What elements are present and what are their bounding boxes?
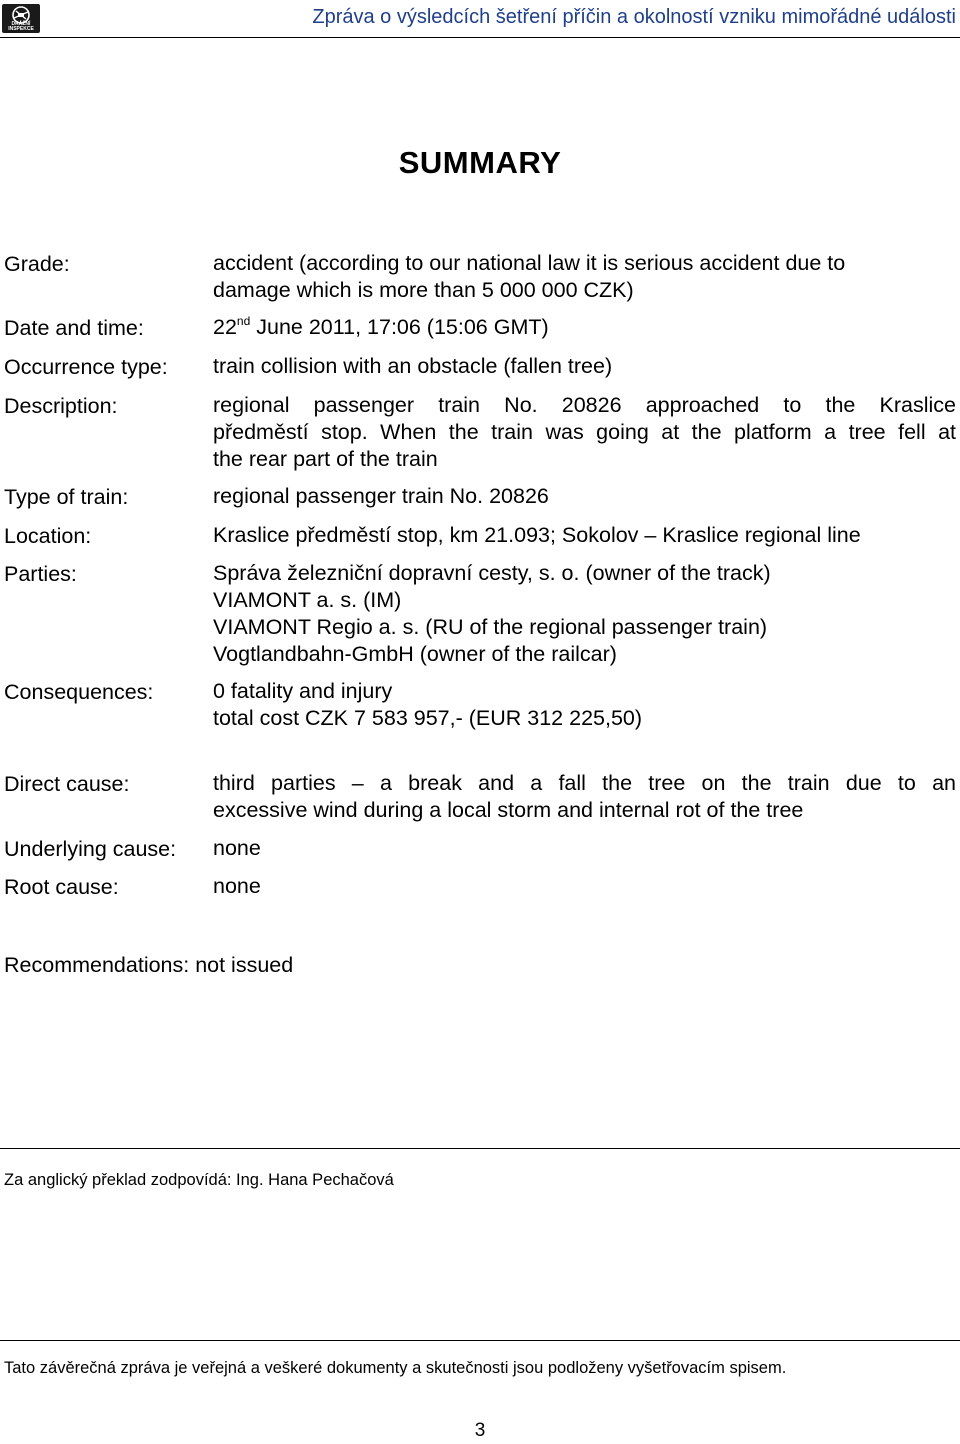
date-value — [213, 314, 956, 341]
direct-cause-line-2: excessive wind during a local storm and internal rot of the tree — [213, 798, 804, 822]
train-type-value — [213, 483, 956, 510]
date-rest: June 2011, 17:06 (15:06 GMT) — [250, 315, 549, 339]
train-type-text: regional passenger train No. 20826 — [213, 484, 549, 508]
date-suffix: nd — [236, 314, 251, 328]
parties-value — [213, 560, 956, 668]
consequence-2: total cost CZK 7 583 957,- (EUR 312 225,50) — [213, 706, 643, 730]
root-cause-text: none — [213, 874, 261, 898]
occurrence-value — [213, 353, 956, 380]
page-number: 3 — [474, 1420, 486, 1441]
location-text: Kraslice předměstí stop, km 21.093; Sokolov – Kraslice regional line — [213, 523, 861, 547]
party-3: VIAMONT Regio a. s. (RU of the regional passenger train) — [213, 615, 768, 639]
grade-line-1: accident (according to our national law it is serious accident due to — [213, 251, 846, 275]
root-cause-value — [213, 873, 956, 900]
underlying-cause-text: none — [213, 836, 261, 860]
underlying-cause-label: Underlying cause: — [4, 837, 177, 861]
description-line-3: the rear part of the train — [213, 447, 438, 471]
grade-value — [213, 250, 956, 304]
consequences-value — [213, 678, 956, 732]
party-1: Správa železniční dopravní cesty, s. o. (owner of the track) — [213, 561, 771, 585]
occurrence-text: train collision with an obstacle (fallen tree) — [213, 354, 613, 378]
date-label: Date and time: — [4, 316, 144, 340]
occurrence-label: Occurrence type: — [4, 355, 168, 379]
underlying-cause-value — [213, 835, 956, 862]
root-cause-label: Root cause: — [4, 875, 119, 899]
header-divider — [0, 37, 960, 38]
summary-title: SUMMARY — [398, 145, 562, 180]
direct-cause-value — [213, 770, 956, 824]
train-type-label: Type of train: — [4, 485, 129, 509]
recommendations: Recommendations: not issued — [4, 953, 294, 977]
direct-cause-line-1: third parties – a break and a fall the tree on the train due to an — [213, 771, 956, 795]
direct-cause-label: Direct cause: — [4, 772, 130, 796]
public-note-divider — [0, 1340, 960, 1341]
grade-line-2: damage which is more than 5 000 000 CZK) — [213, 278, 634, 302]
location-label: Location: — [4, 524, 92, 548]
header-title: Zpráva o výsledcích šetření příčin a okolností vzniku mimořádné události — [312, 6, 956, 28]
parties-label: Parties: — [4, 562, 77, 586]
public-note: Tato závěrečná zpráva je veřejná a veškeré dokumenty a skutečnosti jsou podloženy vyšetřovacím spisem. — [4, 1359, 787, 1377]
grade-label: Grade: — [4, 252, 70, 276]
inspection-logo — [2, 4, 40, 33]
translation-note: Za anglický překlad zodpovídá: Ing. Hana Pechačová — [4, 1171, 394, 1189]
translation-divider — [0, 1148, 960, 1149]
party-2: VIAMONT a. s. (IM) — [213, 588, 402, 612]
date-day: 22 — [213, 315, 237, 339]
location-value — [213, 522, 956, 549]
description-label: Description: — [4, 394, 118, 418]
party-4: Vogtlandbahn-GmbH (owner of the railcar) — [213, 642, 617, 666]
consequences-label: Consequences: — [4, 680, 154, 704]
consequence-1: 0 fatality and injury — [213, 679, 393, 703]
description-line-1: regional passenger train No. 20826 approached to the Kraslice — [213, 393, 956, 417]
description-value — [213, 392, 956, 473]
description-line-2: předměstí stop. When the train was going at the platform a tree fell at — [213, 420, 956, 444]
logo-text: DRÁŽNÍ INSPEKCE — [8, 21, 34, 32]
